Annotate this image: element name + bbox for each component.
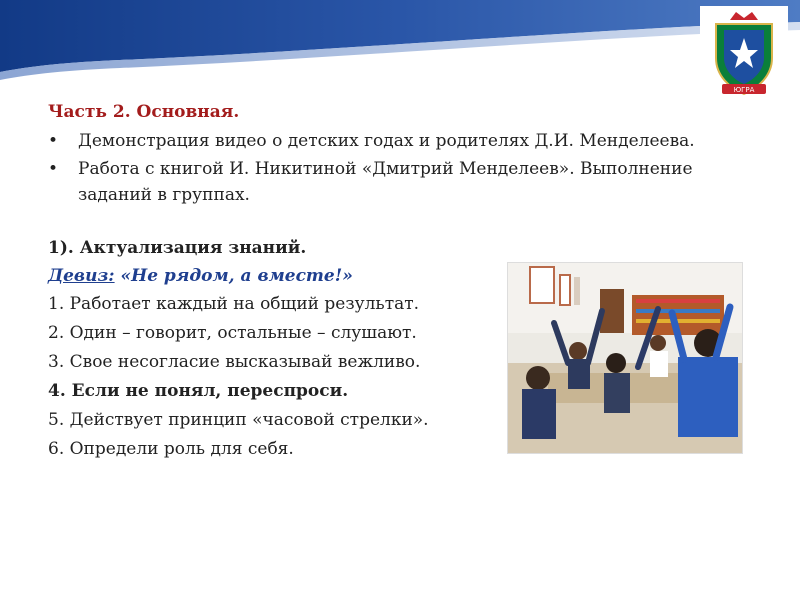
bullet-marker: • — [48, 131, 59, 151]
motto-label: Девиз: — [48, 266, 115, 286]
emblem-label: ЮГРА — [733, 86, 755, 94]
header-wave-band — [0, 0, 800, 100]
spacer — [48, 210, 748, 234]
rule-item: 4. Если не понял, переспроси. — [48, 381, 349, 401]
rule-item: 6. Определи роль для себя. — [48, 439, 294, 459]
rule-item: 3. Свое несогласие высказывай вежливо. — [48, 352, 421, 372]
bullet-text: Работа с книгой И. Никитиной «Дмитрий Менделеев». Выполнение заданий в группах. — [78, 159, 693, 205]
rule-item: 5. Действует принцип «часовой стрелки». — [48, 410, 429, 430]
rule-item: 1. Работает каждый на общий результат. — [48, 294, 420, 314]
activity-title: 1). Актуализация знаний. — [48, 238, 307, 258]
bullet-item — [48, 156, 748, 208]
motto-text: «Не рядом, а вместе!» — [114, 266, 353, 286]
bullet-item — [48, 128, 748, 154]
classroom-photo — [507, 262, 743, 454]
rule-item: 2. Один – говорит, остальные – слушают. — [48, 323, 417, 343]
bullet-list — [48, 128, 748, 208]
section-title: Часть 2. Основная. — [48, 102, 240, 122]
yugra-coat-of-arms-icon — [700, 6, 788, 102]
bullet-marker: • — [48, 159, 59, 179]
bullet-text: Демонстрация видео о детских годах и родителях Д.И. Менделеева. — [78, 131, 695, 151]
